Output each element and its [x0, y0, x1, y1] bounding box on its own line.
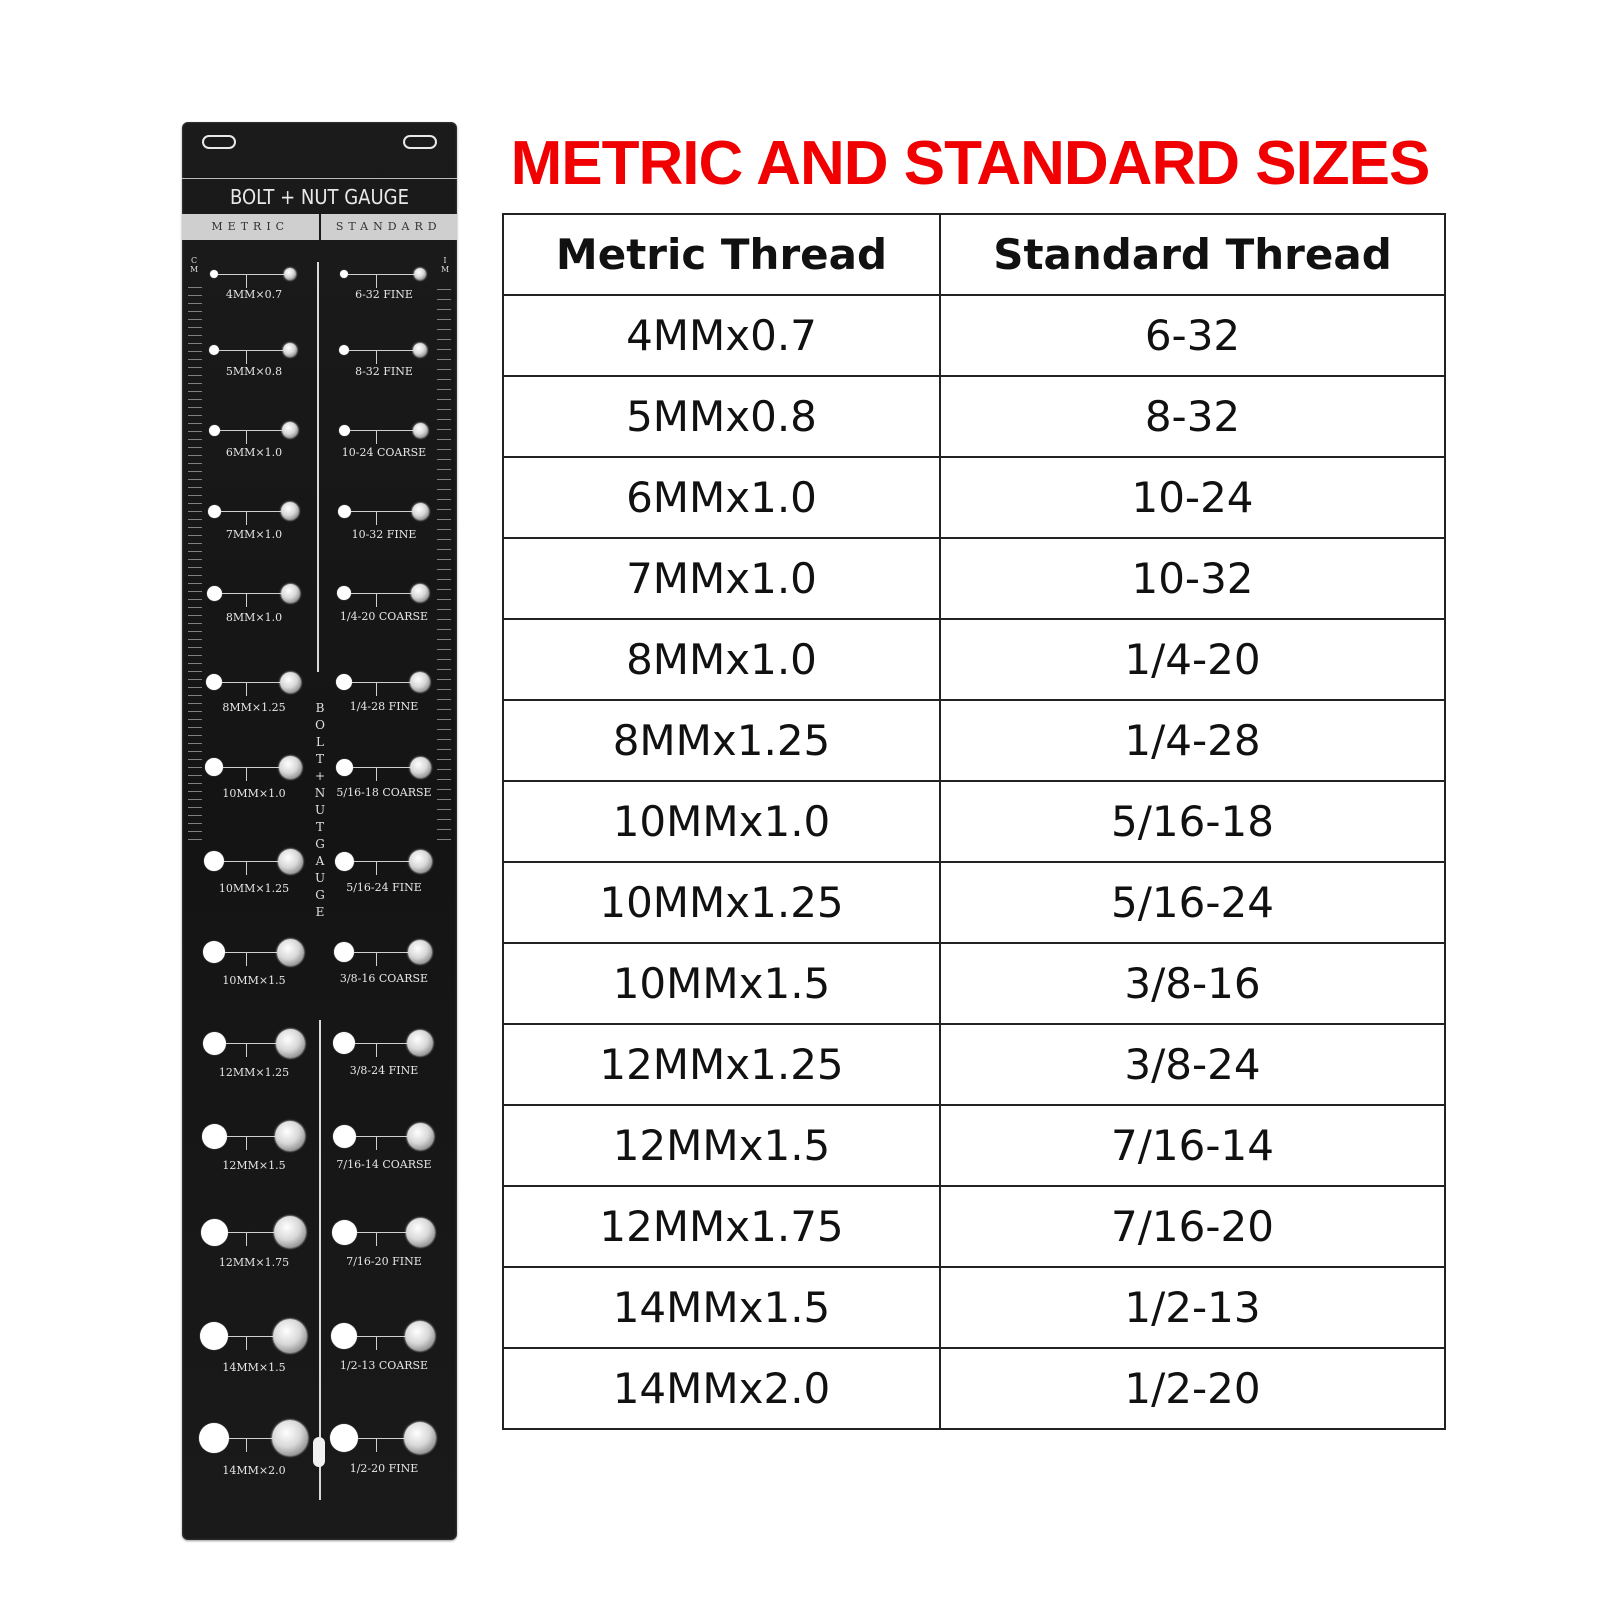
standard-thread-cell: 3/8-24 [940, 1024, 1445, 1105]
standard-gauge-cell [324, 493, 444, 553]
gauge-tick-vertical [246, 1232, 247, 1246]
metric-thread-cell: 14MMx2.0 [503, 1348, 940, 1429]
standard-gauge-cell [324, 575, 444, 635]
bolt-post [414, 268, 426, 280]
gauge-tick-vertical [376, 1438, 377, 1452]
gauge-header [182, 214, 457, 240]
gauge-tick-vertical [246, 593, 247, 607]
metric-size-label: 12MM×1.5 [222, 1159, 286, 1172]
metric-gauge-cell [194, 412, 314, 472]
standard-thread-cell: 10-24 [940, 457, 1445, 538]
metric-size-label: 10MM×1.25 [218, 881, 290, 895]
nut-hole [333, 1032, 355, 1054]
gauge-tick-vertical [246, 274, 247, 288]
standard-thread-cell: 5/16-18 [940, 781, 1445, 862]
bolt-post [282, 422, 298, 438]
nut-hole [205, 758, 223, 776]
metric-thread-cell: 6MMx1.0 [503, 457, 940, 538]
center-divider-top [317, 262, 319, 672]
bolt-post [281, 502, 299, 520]
standard-gauge-cell [324, 1214, 444, 1274]
metric-size-label: 7MM×1.0 [225, 528, 283, 541]
standard-gauge-cell [324, 843, 444, 903]
table-header-row [503, 214, 1445, 295]
standard-thread-cell: 7/16-20 [940, 1186, 1445, 1267]
bolt-post [408, 940, 432, 964]
gauge-tick-vertical [376, 1336, 377, 1350]
standard-gauge-cell [324, 1118, 444, 1178]
bolt-post [413, 343, 427, 357]
gauge-tick-vertical [376, 593, 377, 607]
bolt-post [272, 1420, 308, 1456]
gauge-tick-vertical [246, 430, 247, 444]
gauge-tick-vertical [246, 511, 247, 525]
metric-size-label: 8MM×1.0 [225, 610, 283, 624]
header-standard-thread: Standard Thread [940, 214, 1445, 295]
metric-size-label: 8MM×1.25 [222, 700, 286, 714]
mounting-slot-left [202, 135, 236, 149]
bolt-post [273, 1319, 307, 1353]
gauge-tick-vertical [376, 350, 377, 364]
nut-hole [208, 505, 221, 518]
metric-size-label: 12MM×1.25 [218, 1065, 290, 1079]
bolt-post [278, 849, 303, 874]
bolt-post [284, 268, 296, 280]
gauge-tick-vertical [376, 430, 377, 444]
standard-gauge-cell [324, 934, 444, 994]
metric-size-label: 5MM×0.8 [225, 365, 283, 378]
table-row [503, 457, 1445, 538]
table-row [503, 1105, 1445, 1186]
nut-hole [330, 1424, 358, 1452]
gauge-tick-vertical [246, 350, 247, 364]
metric-size-label: 4MM×0.7 [225, 288, 283, 301]
nut-hole [210, 270, 218, 278]
metric-size-label: 6MM×1.0 [225, 446, 283, 459]
metric-thread-cell: 7MMx1.0 [503, 538, 940, 619]
standard-gauge-cell [324, 1420, 444, 1480]
metric-size-label: 12MM×1.75 [218, 1256, 290, 1269]
metric-gauge-cell [194, 256, 314, 316]
nut-hole [207, 586, 222, 601]
gauge-tick-vertical [376, 274, 377, 288]
bolt-post [413, 423, 428, 438]
bolt-post [407, 1030, 433, 1056]
bolt-post [280, 672, 301, 693]
nut-hole [199, 1423, 229, 1453]
bolt-post [411, 584, 429, 602]
metric-thread-cell: 12MMx1.25 [503, 1024, 940, 1105]
standard-size-label: 10-24 COARSE [341, 445, 427, 459]
nut-hole [204, 851, 224, 871]
standard-gauge-cell [324, 664, 444, 724]
standard-gauge-cell [324, 412, 444, 472]
standard-gauge-cell [324, 256, 444, 316]
bolt-post [407, 1123, 434, 1150]
standard-thread-cell: 6-32 [940, 295, 1445, 376]
metric-gauge-cell [194, 1118, 314, 1178]
header-metric-thread: Metric Thread [503, 214, 940, 295]
nut-hole [338, 505, 351, 518]
table-row [503, 295, 1445, 376]
metric-thread-cell: 12MMx1.5 [503, 1105, 940, 1186]
gauge-title: BOLT + NUT GAUGE [182, 178, 457, 215]
standard-size-label: 7/16-20 FINE [346, 1254, 422, 1268]
standard-size-label: 1/4-20 COARSE [339, 610, 429, 623]
bolt-post [410, 757, 431, 778]
table-row [503, 376, 1445, 457]
metric-gauge-cell [194, 1214, 314, 1274]
nut-hole [209, 425, 220, 436]
standard-size-label: 3/8-24 FINE [349, 1064, 419, 1077]
nut-hole [339, 425, 350, 436]
nut-hole [336, 759, 353, 776]
inch-label: I M [441, 256, 450, 274]
metric-thread-cell: 10MMx1.5 [503, 943, 940, 1024]
metric-gauge-cell [194, 1420, 314, 1480]
nut-hole [203, 941, 225, 963]
standard-size-label: 3/8-16 COARSE [339, 972, 429, 985]
metric-size-label: 14MM×1.5 [222, 1361, 286, 1374]
gauge-tick-vertical [246, 682, 247, 696]
gauge-tick-vertical [246, 1438, 247, 1452]
bolt-post [279, 756, 302, 779]
nut-hole [340, 270, 348, 278]
metric-gauge-cell [194, 843, 314, 903]
gauge-tick-vertical [376, 1232, 377, 1246]
table-row [503, 1348, 1445, 1429]
table-row [503, 619, 1445, 700]
gauge-tick-vertical [376, 767, 377, 781]
bolt-post [281, 584, 300, 603]
standard-gauge-cell [324, 332, 444, 392]
gauge-tick-vertical [246, 767, 247, 781]
gauge-tick-vertical [246, 952, 247, 966]
nut-hole [201, 1219, 228, 1246]
standard-size-label: 6-32 FINE [355, 288, 413, 301]
standard-gauge-cell [324, 1318, 444, 1378]
gauge-tick-vertical [246, 861, 247, 875]
gauge-tick-vertical [246, 1043, 247, 1057]
bolt-post [412, 503, 429, 520]
cm-label: C M [190, 256, 199, 274]
gauge-tick-vertical [246, 1136, 247, 1150]
metric-thread-cell: 10MMx1.25 [503, 862, 940, 943]
standard-size-label: 1/4-28 FINE [349, 700, 419, 713]
metric-size-label: 14MM×2.0 [222, 1464, 286, 1477]
standard-thread-cell: 7/16-14 [940, 1105, 1445, 1186]
bolt-post [404, 1422, 436, 1454]
bolt-post [406, 1218, 435, 1247]
metric-gauge-cell [194, 749, 314, 809]
bolt-post [276, 1029, 305, 1058]
table-body [503, 295, 1445, 1429]
gauge-tick-vertical [376, 1043, 377, 1057]
standard-thread-cell: 1/2-20 [940, 1348, 1445, 1429]
standard-thread-cell: 8-32 [940, 376, 1445, 457]
gauge-tick-vertical [376, 861, 377, 875]
nut-hole [206, 674, 222, 690]
table-row [503, 1024, 1445, 1105]
nut-hole [202, 1124, 227, 1149]
nut-hole [334, 942, 354, 962]
nut-hole [331, 1323, 357, 1349]
standard-gauge-cell [324, 749, 444, 809]
standard-size-label: 7/16-14 COARSE [336, 1157, 432, 1171]
metric-thread-cell: 8MMx1.0 [503, 619, 940, 700]
gauge-tick-vertical [376, 511, 377, 525]
center-divider-bottom [319, 1020, 321, 1500]
bolt-post [275, 1121, 305, 1151]
standard-thread-cell: 1/2-13 [940, 1267, 1445, 1348]
table-row [503, 781, 1445, 862]
standard-size-label: 5/16-24 FINE [346, 880, 422, 894]
standard-gauge-cell [324, 1025, 444, 1085]
vertical-gauge-text: BOLT + NUT GAUGE [314, 701, 326, 919]
nut-hole [209, 345, 219, 355]
gauge-header-metric: METRIC [211, 220, 290, 233]
standard-size-label: 1/2-20 FINE [349, 1462, 419, 1475]
standard-thread-cell: 10-32 [940, 538, 1445, 619]
page-title: METRIC AND STANDARD SIZES [510, 129, 1430, 198]
table-row [503, 1186, 1445, 1267]
table-row [503, 700, 1445, 781]
standard-size-label: 10-32 FINE [351, 527, 417, 541]
table-row [503, 862, 1445, 943]
nut-hole [339, 345, 349, 355]
metric-gauge-cell [194, 664, 314, 724]
metric-thread-cell: 4MMx0.7 [503, 295, 940, 376]
metric-gauge-cell [194, 332, 314, 392]
table-row [503, 1267, 1445, 1348]
bolt-post [274, 1216, 306, 1248]
bolt-nut-gauge-plate [182, 122, 457, 1540]
metric-size-label: 10MM×1.5 [222, 973, 286, 987]
nut-hole [332, 1220, 357, 1245]
table-row [503, 943, 1445, 1024]
gauge-tick-vertical [246, 1336, 247, 1350]
bolt-post [283, 343, 297, 357]
gauge-header-standard: STANDARD [319, 214, 458, 240]
metric-gauge-cell [194, 575, 314, 635]
metric-gauge-cell [194, 1025, 314, 1085]
table-row [503, 538, 1445, 619]
standard-thread-cell: 5/16-24 [940, 862, 1445, 943]
standard-size-label: 1/2-13 COARSE [339, 1359, 429, 1372]
metric-thread-cell: 14MMx1.5 [503, 1267, 940, 1348]
standard-size-label: 5/16-18 COARSE [336, 785, 432, 799]
size-table [502, 213, 1446, 1430]
metric-thread-cell: 5MMx0.8 [503, 376, 940, 457]
nut-hole [336, 674, 352, 690]
metric-gauge-cell [194, 1318, 314, 1378]
standard-size-label: 8-32 FINE [355, 365, 413, 378]
bolt-post [405, 1321, 435, 1351]
metric-thread-cell: 12MMx1.75 [503, 1186, 940, 1267]
bolt-post [410, 672, 430, 692]
bolt-post [277, 939, 304, 966]
metric-gauge-cell [194, 934, 314, 994]
mounting-slot-right [403, 135, 437, 149]
metric-size-label: 10MM×1.0 [222, 786, 286, 800]
metric-thread-cell: 10MMx1.0 [503, 781, 940, 862]
bolt-post [409, 850, 432, 873]
nut-hole [333, 1125, 356, 1148]
gauge-tick-vertical [376, 682, 377, 696]
gauge-tick-vertical [376, 952, 377, 966]
standard-thread-cell: 1/4-28 [940, 700, 1445, 781]
standard-thread-cell: 1/4-20 [940, 619, 1445, 700]
standard-thread-cell: 3/8-16 [940, 943, 1445, 1024]
nut-hole [203, 1032, 226, 1055]
metric-thread-cell: 8MMx1.25 [503, 700, 940, 781]
nut-hole [337, 586, 351, 600]
nut-hole [200, 1322, 228, 1350]
nut-hole [335, 852, 354, 871]
metric-gauge-cell [194, 493, 314, 553]
gauge-tick-vertical [376, 1136, 377, 1150]
